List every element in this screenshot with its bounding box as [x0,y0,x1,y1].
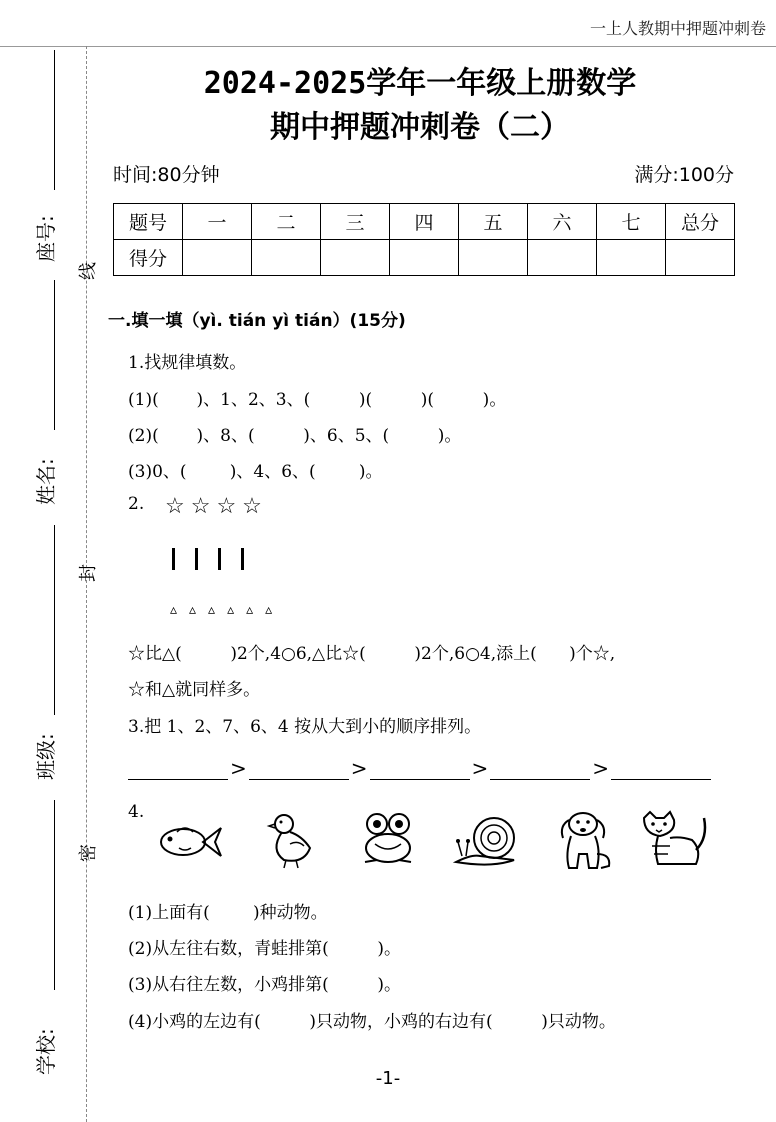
page-title: 2024-2025学年一年级上册数学 [203,66,637,101]
score-header-cell: 三 [321,204,390,240]
frog-icon [355,810,425,872]
seal-xian: 线 [78,262,99,280]
score-header-cell: 二 [252,204,321,240]
bar-mark [195,548,198,570]
q3-stem: 3.把 1、2、7、6、4 按从大到小的顺序排列。 [128,717,482,737]
q3-answer-row [128,756,711,780]
answer-blank[interactable] [490,759,590,780]
cat-icon [640,810,710,872]
bar-mark [241,548,244,570]
score-cell[interactable] [252,240,321,276]
class-line [54,525,55,715]
q4-part-c: (3)从右往左数，小鸡排第( )。 [128,975,401,995]
page-number: -1- [375,1068,401,1089]
class-label: 班级: [34,733,58,780]
q1-part-a: (1)( )、1、2、3、( )( )( )。 [128,390,507,410]
score-header-cell: 七 [597,204,666,240]
greater-than: > [471,756,489,780]
bar-row [172,548,264,574]
q1-part-c: (3)0、( )、4、6、( )。 [128,462,383,482]
seal-mi: 密 [78,844,99,862]
chick-icon [262,810,332,872]
score-table [113,203,735,276]
answer-blank[interactable] [370,759,470,780]
q4-number: 4. [128,802,145,822]
full-score: 满分:100分 [634,164,734,186]
score-header-cell: 一 [183,204,252,240]
q2-text-1: ☆比△( )2个,4○6,△比☆( )2个,6○4,添上( )个☆, [128,644,616,664]
series-title: 一上人教期中押题冲刺卷 [589,19,766,38]
name-label: 姓名: [34,458,58,505]
greater-than: > [230,756,247,780]
q2-text-2: ☆和△就同样多。 [128,680,261,700]
score-cell[interactable] [321,240,390,276]
score-header-cell: 题号 [114,204,183,240]
seal-feng: 封 [78,564,99,582]
header-divider [0,46,776,47]
greater-than: > [592,756,610,780]
score-cell[interactable] [597,240,666,276]
answer-blank[interactable] [128,759,228,780]
page-subtitle: 期中押题冲刺卷（二） [270,110,570,145]
score-cell[interactable] [666,240,735,276]
snail-icon [452,810,522,872]
triangle-row: ▵▵▵▵▵▵ [170,602,285,618]
section-heading: 一.填一填（yì. tián yì tián）(15分) [108,311,406,331]
name-line [54,280,55,430]
fish-icon [155,810,225,872]
q2-number: 2. [128,494,145,514]
seat-line [54,50,55,190]
answer-blank[interactable] [611,759,711,780]
greater-than: > [350,756,368,780]
score-header-cell: 四 [390,204,459,240]
star-row: ☆☆☆☆ [165,494,268,519]
bar-mark [218,548,221,570]
dog-icon [553,810,623,872]
school-label: 学校: [34,1028,58,1075]
score-cell[interactable] [390,240,459,276]
score-row-label: 得分 [114,240,183,276]
q4-part-d: (4)小鸡的左边有( )只动物，小鸡的右边有( )只动物。 [128,1012,616,1032]
score-cell[interactable] [459,240,528,276]
score-cell[interactable] [183,240,252,276]
q1-stem: 1.找规律填数。 [128,353,247,373]
q4-part-b: (2)从左往右数，青蛙排第( )。 [128,939,401,959]
bar-mark [172,548,175,570]
score-table-header-row [114,204,735,240]
seat-label: 座号: [34,215,58,262]
answer-blank[interactable] [249,759,349,780]
score-cell[interactable] [528,240,597,276]
exam-time: 时间:80分钟 [113,164,220,186]
score-header-cell: 总分 [666,204,735,240]
binding-dashed-line [86,46,87,1122]
score-table-score-row [114,240,735,276]
q4-part-a: (1)上面有( )种动物。 [128,903,328,923]
q1-part-b: (2)( )、8、( )、6、5、( )。 [128,426,462,446]
score-header-cell: 五 [459,204,528,240]
score-header-cell: 六 [528,204,597,240]
school-line [54,800,55,990]
